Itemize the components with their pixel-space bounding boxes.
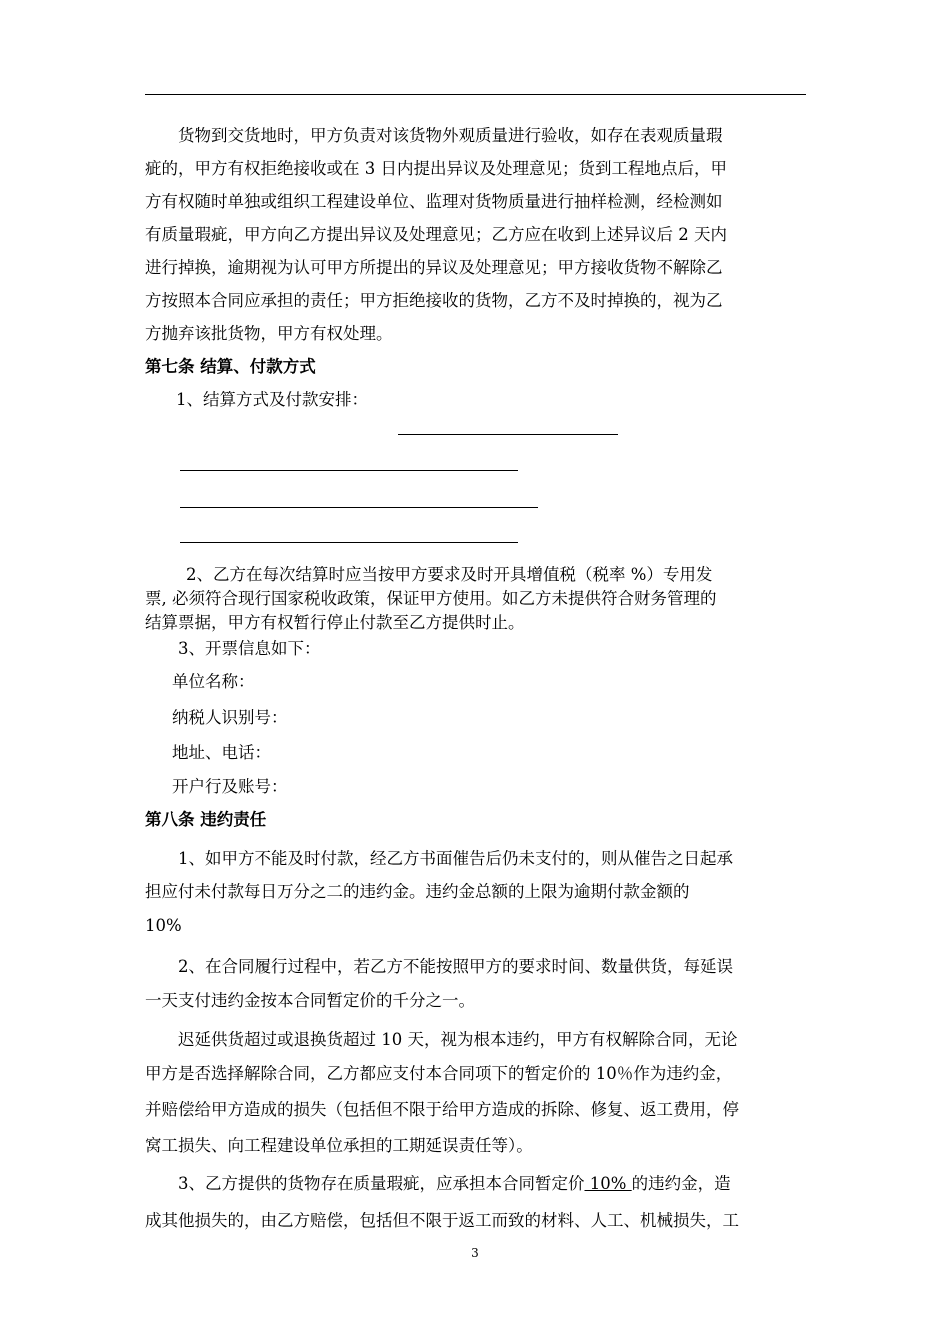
text-line [178, 1170, 731, 1194]
header-rule [145, 94, 806, 95]
settlement-blank-line[interactable] [180, 470, 518, 471]
text-line: 成其他损失的，由乙方赔偿，包括但不限于返工而致的材料、人工、机械损失，工 [145, 1211, 739, 1230]
settlement-blank-line[interactable] [180, 542, 518, 543]
invoice-field-taxpayer-id: 纳税人识别号： [172, 708, 288, 727]
text-segment: 3、乙方提供的货物存在质量瑕疵，应承担本合同暂定价 [178, 1174, 585, 1193]
settlement-label: 1、结算方式及付款安排： [176, 390, 368, 409]
text-line: 有质量瑕疵，甲方向乙方提出异议及处理意见；乙方应在收到上述异议后 2 天内 [145, 225, 727, 244]
invoice-field-company: 单位名称： [172, 672, 255, 691]
settlement-blank-line[interactable] [180, 507, 538, 508]
text-line: 10% [145, 916, 182, 935]
text-line: 票, 必须符合现行国家税收政策，保证甲方使用。如乙方未提供符合财务管理的 [145, 589, 717, 608]
text-line: 方按照本合同应承担的责任；甲方拒绝接收的货物，乙方不及时掉换的，视为乙 [145, 291, 723, 310]
text-segment: 的违约金，造 [631, 1174, 731, 1193]
article-8-heading: 第八条 违约责任 [145, 810, 267, 829]
text-line: 货物到交货地时，甲方负责对该货物外观质量进行验收，如存在表观质量瑕 [178, 126, 723, 145]
text-line: 窝工损失、向工程建设单位承担的工期延误责任等）。 [145, 1136, 533, 1155]
text-line: 方抛弃该批货物，甲方有权处理。 [145, 324, 393, 343]
invoice-field-address-phone: 地址、电话： [172, 743, 271, 762]
settlement-blank-line[interactable] [398, 434, 618, 435]
invoice-field-bank-account: 开户行及账号： [172, 777, 288, 796]
text-line: 一天支付违约金按本合同暂定价的千分之一。 [145, 991, 475, 1010]
article-7-heading: 第七条 结算、付款方式 [145, 357, 316, 376]
page-number: 3 [471, 1246, 479, 1260]
text-line: 疵的，甲方有权拒绝接收或在 3 日内提出异议及处理意见；货到工程地点后，甲 [145, 159, 727, 178]
invoice-info-label: 3、开票信息如下： [178, 639, 321, 658]
text-line: 结算票据，甲方有权暂行停止付款至乙方提供时止。 [145, 613, 525, 632]
text-line: 2、乙方在每次结算时应当按甲方要求及时开具增值税（税率 %）专用发 [186, 565, 713, 584]
text-line: 迟延供货超过或退换货超过 10 天，视为根本违约，甲方有权解除合同，无论 [178, 1030, 738, 1049]
text-line: 方有权随时单独或组织工程建设单位、监理对货物质量进行抽样检测，经检测如 [145, 192, 723, 211]
text-line: 进行掉换，逾期视为认可甲方所提出的异议及处理意见；甲方接收货物不解除乙 [145, 258, 723, 277]
text-line: 2、在合同履行过程中，若乙方不能按照甲方的要求时间、数量供货，每延误 [178, 957, 733, 976]
penalty-rate: 10% [584, 1174, 632, 1193]
text-line: 甲方是否选择解除合同，乙方都应支付本合同项下的暂定价的 10％作为违约金， [145, 1064, 733, 1083]
text-line: 担应付未付款每日万分之二的违约金。违约金总额的上限为逾期付款金额的 [145, 882, 690, 901]
text-line: 并赔偿给甲方造成的损失（包括但不限于给甲方造成的拆除、修复、返工费用，停 [145, 1100, 739, 1119]
text-line: 1、如甲方不能及时付款，经乙方书面催告后仍未支付的，则从催告之日起承 [178, 849, 733, 868]
